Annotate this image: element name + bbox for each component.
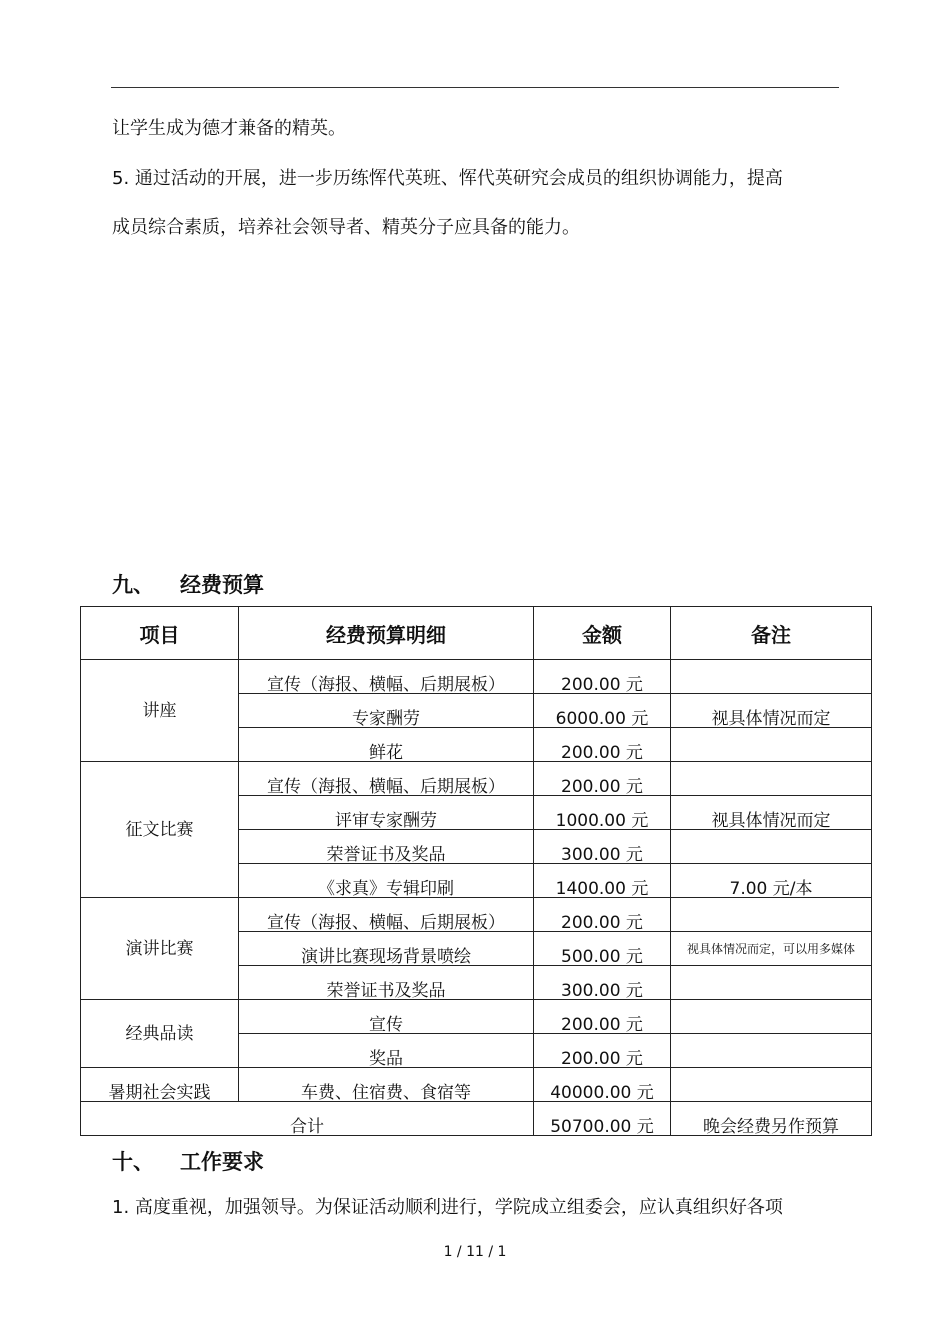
amount-cell: 40000.00 元 (534, 1068, 671, 1102)
paragraph-2: 5. 通过活动的开展，进一步历练恽代英班、恽代英研究会成员的组织协调能力，提高 (112, 168, 783, 189)
paragraph-4: 1. 高度重视，加强领导。为保证活动顺利进行，学院成立组委会，应认真组织好各项 (112, 1197, 783, 1218)
amount-cell: 200.00 元 (534, 728, 671, 762)
note-cell (671, 830, 872, 864)
amount-cell: 500.00 元 (534, 932, 671, 966)
section-number: 十、 (112, 1150, 154, 1174)
category-essay: 征文比赛 (81, 762, 239, 898)
detail-cell: 宣传（海报、横幅、后期展板） (239, 898, 534, 932)
note-cell: 视具体情况而定，可以用多媒体 (671, 932, 872, 966)
amount-cell: 300.00 元 (534, 830, 671, 864)
header-amount: 金额 (534, 607, 671, 660)
amount-cell: 6000.00 元 (534, 694, 671, 728)
detail-cell: 荣誉证书及奖品 (239, 966, 534, 1000)
note-cell: 视具体情况而定 (671, 694, 872, 728)
table-row (81, 898, 872, 932)
category-lecture: 讲座 (81, 660, 239, 762)
total-note: 晚会经费另作预算 (671, 1102, 872, 1136)
total-label: 合计 (81, 1102, 534, 1136)
section-title: 经费预算 (180, 573, 264, 597)
detail-cell: 《求真》专辑印刷 (239, 864, 534, 898)
total-amount: 50700.00 元 (534, 1102, 671, 1136)
amount-cell: 1400.00 元 (534, 864, 671, 898)
detail-cell: 评审专家酬劳 (239, 796, 534, 830)
detail-cell: 宣传（海报、横幅、后期展板） (239, 660, 534, 694)
detail-cell: 奖品 (239, 1034, 534, 1068)
page-number: 1 / 11 / 1 (443, 1244, 507, 1260)
category-classic: 经典品读 (81, 1000, 239, 1068)
table-total-row (81, 1102, 872, 1136)
amount-cell: 200.00 元 (534, 660, 671, 694)
note-cell (671, 898, 872, 932)
budget-table (80, 606, 872, 1136)
detail-cell: 荣誉证书及奖品 (239, 830, 534, 864)
note-cell (671, 660, 872, 694)
table-row (81, 1068, 872, 1102)
note-cell (671, 1068, 872, 1102)
note-cell (671, 762, 872, 796)
note-cell: 视具体情况而定 (671, 796, 872, 830)
category-summer: 暑期社会实践 (81, 1068, 239, 1102)
amount-cell: 200.00 元 (534, 1000, 671, 1034)
amount-cell: 200.00 元 (534, 1034, 671, 1068)
header-detail: 经费预算明细 (239, 607, 534, 660)
amount-cell: 200.00 元 (534, 762, 671, 796)
paragraph-1: 让学生成为德才兼备的精英。 (112, 118, 346, 139)
paragraph-3: 成员综合素质，培养社会领导者、精英分子应具备的能力。 (112, 217, 580, 238)
note-cell (671, 728, 872, 762)
detail-cell: 专家酬劳 (239, 694, 534, 728)
section-title: 工作要求 (180, 1150, 264, 1174)
detail-cell: 宣传（海报、横幅、后期展板） (239, 762, 534, 796)
table-row (81, 1000, 872, 1034)
section-heading-requirements (112, 1146, 264, 1176)
section-number: 九、 (112, 573, 154, 597)
note-cell (671, 966, 872, 1000)
header-rule (111, 87, 839, 88)
category-speech: 演讲比赛 (81, 898, 239, 1000)
amount-cell: 200.00 元 (534, 898, 671, 932)
note-cell (671, 1034, 872, 1068)
note-cell: 7.00 元/本 (671, 864, 872, 898)
note-cell (671, 1000, 872, 1034)
detail-cell: 宣传 (239, 1000, 534, 1034)
amount-cell: 1000.00 元 (534, 796, 671, 830)
detail-cell: 车费、住宿费、食宿等 (239, 1068, 534, 1102)
header-note: 备注 (671, 607, 872, 660)
amount-cell: 300.00 元 (534, 966, 671, 1000)
detail-cell: 演讲比赛现场背景喷绘 (239, 932, 534, 966)
header-item: 项目 (81, 607, 239, 660)
detail-cell: 鲜花 (239, 728, 534, 762)
section-heading-budget (112, 569, 264, 599)
table-row (81, 660, 872, 694)
table-header-row (81, 607, 872, 660)
table-row (81, 762, 872, 796)
